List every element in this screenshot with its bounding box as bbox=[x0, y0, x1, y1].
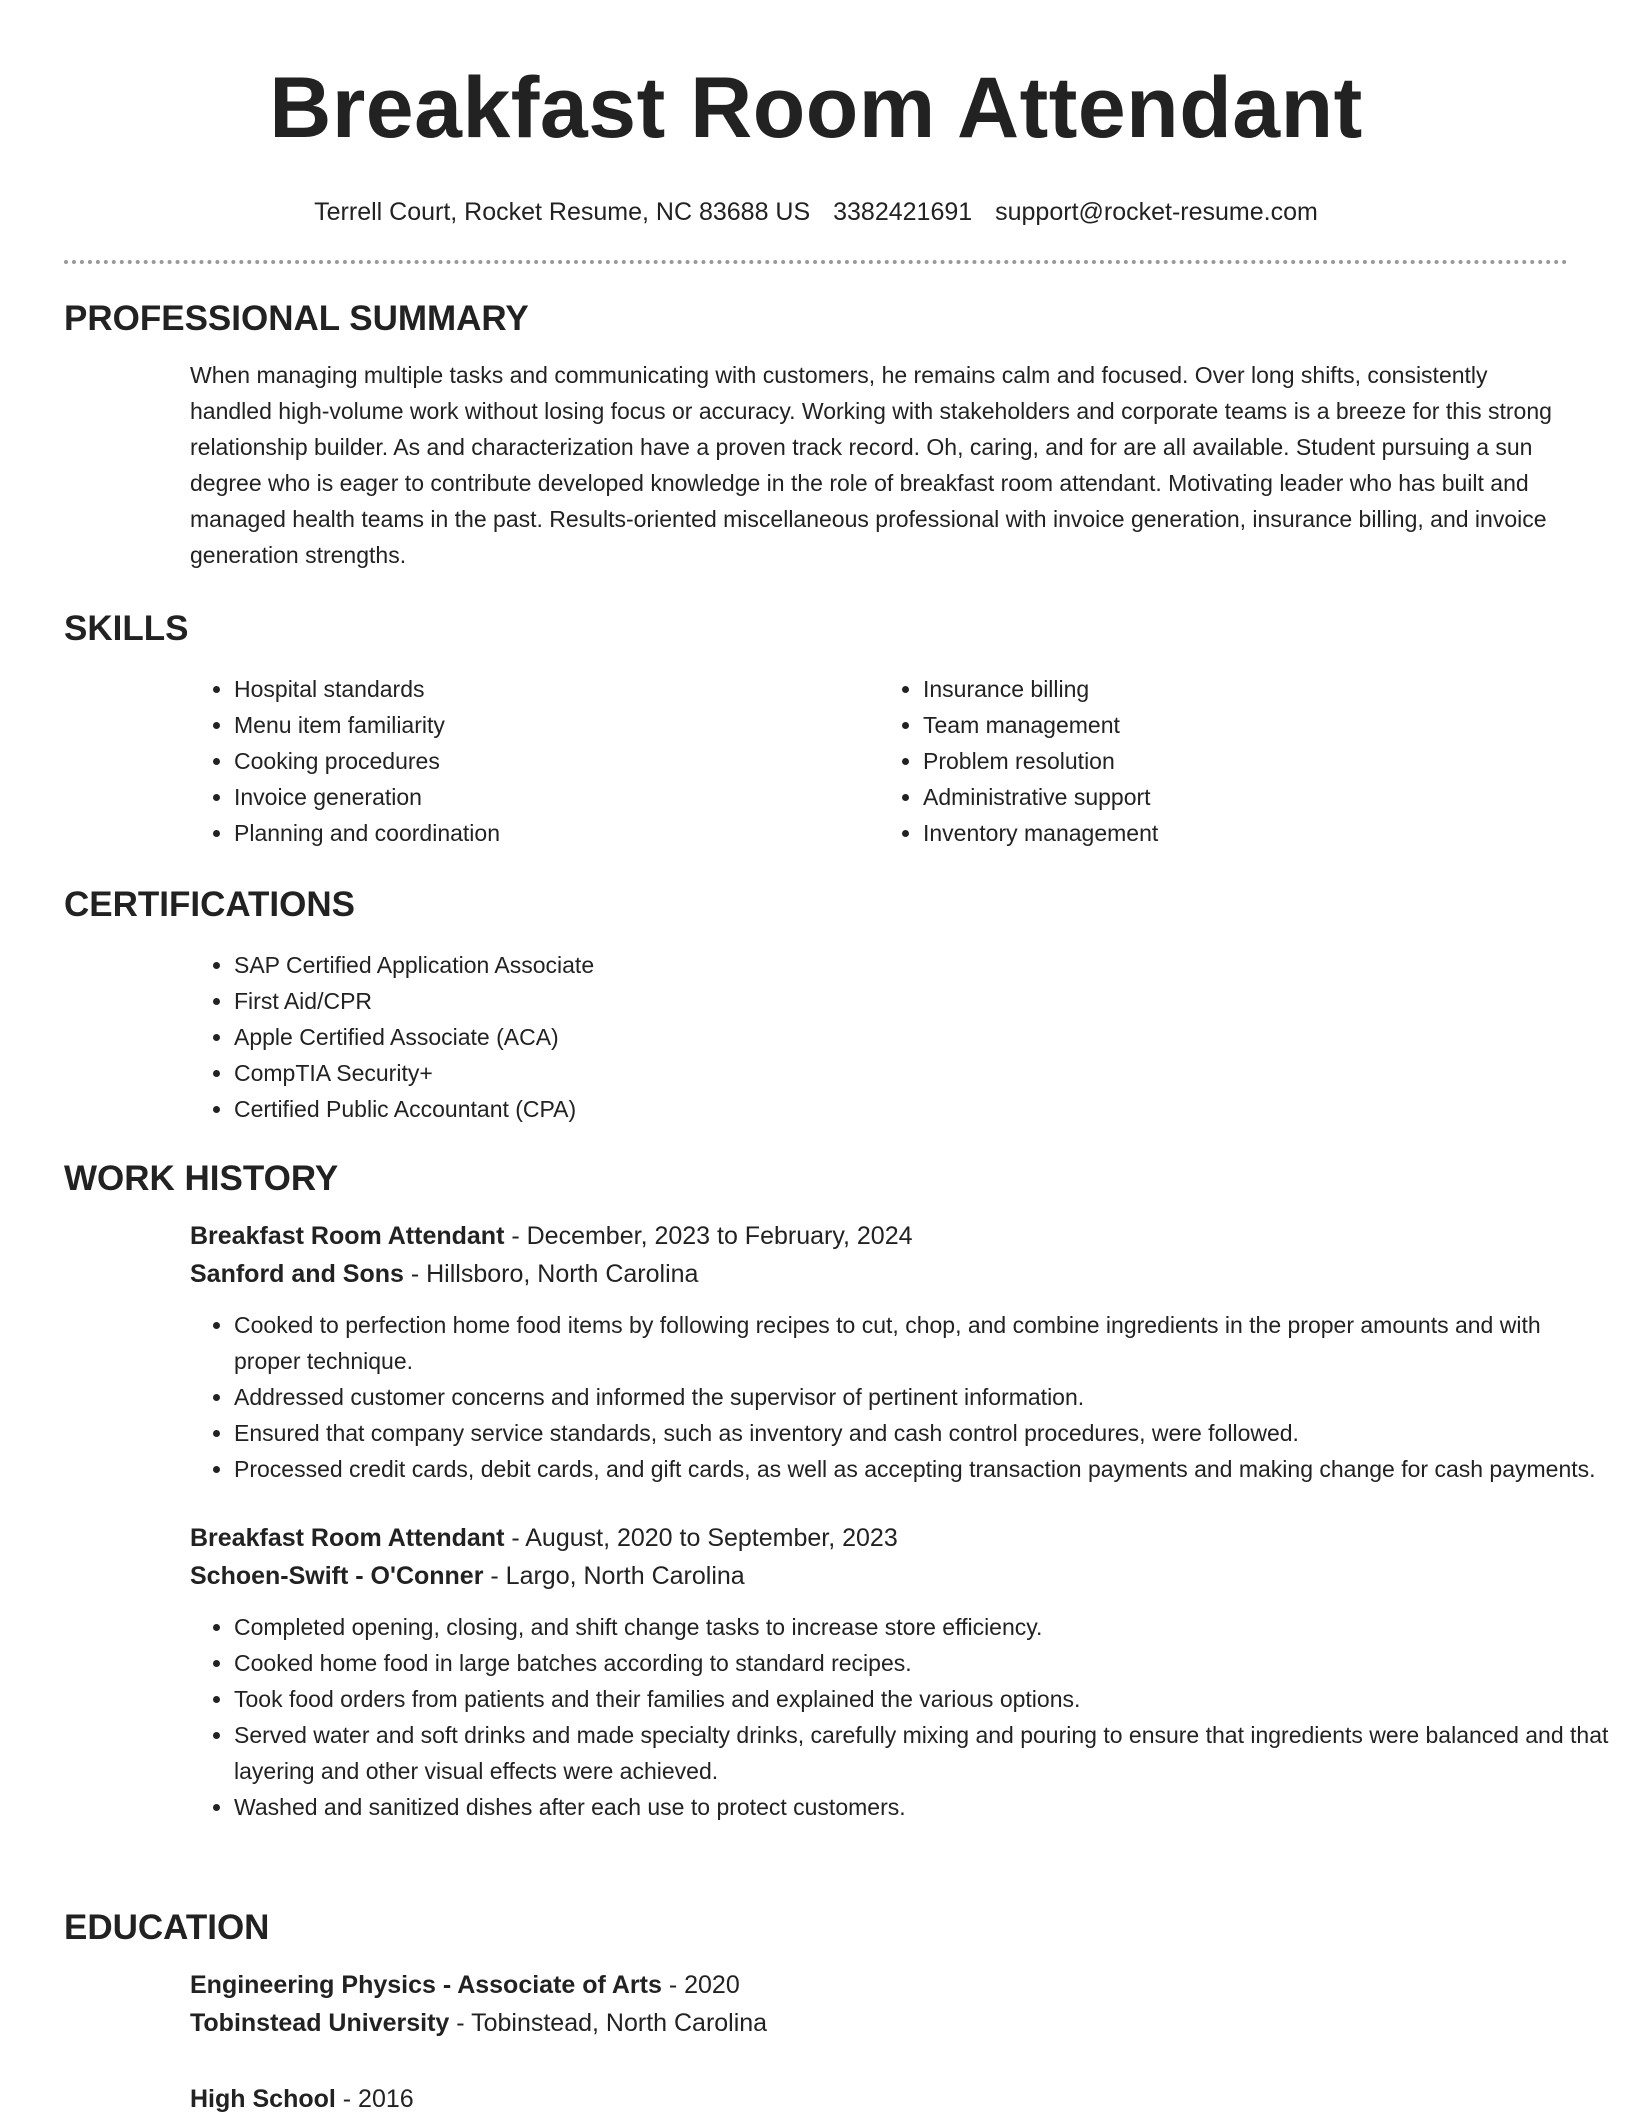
skills-section bbox=[64, 607, 1568, 851]
job-title: Breakfast Room Attendant bbox=[190, 1222, 505, 1250]
job-entry bbox=[190, 1217, 1596, 1487]
education-entry bbox=[190, 1966, 1568, 2042]
skills-right-list bbox=[879, 671, 1568, 851]
list-item: • Certified Public Accountant (CPA) bbox=[234, 1091, 1568, 1127]
contact-line bbox=[64, 196, 1568, 228]
education-degree-line bbox=[190, 2080, 1568, 2118]
list-item: • Cooked to perfection home food items by following recipes to cut, chop, and combine ingredients in the proper amounts and with proper technique. bbox=[234, 1307, 1612, 1379]
summary-heading: PROFESSIONAL SUMMARY bbox=[64, 299, 529, 338]
list-item: • Cooking procedures bbox=[234, 743, 879, 779]
list-item: • Problem resolution bbox=[923, 743, 1568, 779]
list-item: • Menu item familiarity bbox=[234, 707, 879, 743]
education-location: - Tobinstead, North Carolina bbox=[449, 2009, 768, 2037]
list-item: • Completed opening, closing, and shift change tasks to increase store efficiency. bbox=[234, 1609, 1612, 1645]
contact-phone: 3382421691 bbox=[833, 198, 973, 226]
job-bullets bbox=[190, 1609, 1612, 1825]
list-item: • Hospital standards bbox=[234, 671, 879, 707]
certifications-section bbox=[64, 883, 1568, 1127]
education-year: - 2016 bbox=[335, 2085, 414, 2113]
work-history-heading: WORK HISTORY bbox=[64, 1159, 339, 1198]
education-heading: EDUCATION bbox=[64, 1908, 270, 1947]
list-item: • Cooked home food in large batches according to standard recipes. bbox=[234, 1645, 1612, 1681]
resume-page bbox=[64, 0, 1609, 2113]
job-location: - Hillsboro, North Carolina bbox=[403, 1260, 699, 1288]
skills-left-list bbox=[190, 671, 879, 851]
list-item: • Invoice generation bbox=[234, 779, 879, 815]
list-item: • Served water and soft drinks and made specialty drinks, carefully mixing and pouring to ensure that ingredients were balanced and that layering and other visual effects were achieved. bbox=[234, 1717, 1612, 1789]
job-dates: - August, 2020 to September, 2023 bbox=[504, 1524, 898, 1552]
contact-address: Terrell Court, Rocket Resume, NC 83688 US bbox=[314, 198, 811, 226]
list-item: • Apple Certified Associate (ACA) bbox=[234, 1019, 1568, 1055]
job-title: Breakfast Room Attendant bbox=[190, 1524, 505, 1552]
candidate-name: Breakfast Room Attendant bbox=[269, 60, 1363, 156]
job-company-line bbox=[190, 1255, 1568, 1293]
job-bullets bbox=[190, 1307, 1612, 1487]
skills-columns bbox=[190, 671, 1568, 851]
education-entry bbox=[190, 2080, 1568, 2118]
job-dates: - December, 2023 to February, 2024 bbox=[504, 1222, 913, 1250]
list-item: • Insurance billing bbox=[923, 671, 1568, 707]
list-item: • Processed credit cards, debit cards, and gift cards, as well as accepting transaction payments and making change for cash payments. bbox=[234, 1451, 1612, 1487]
list-item: • Planning and coordination bbox=[234, 815, 879, 851]
summary-text: When managing multiple tasks and communicating with customers, he remains calm and focused. Over long shifts, consistently handled high-volume work without losing focus or accuracy. Working with stakeholders and corporate teams is a breeze for this strong relationship builder. As and characterization have a proven track record. Oh, caring, and for are all available. Student pursuing a sun degree who is eager to contribute developed knowledge in the role of breakfast room attendant. Motivating leader who has built and managed health teams in the past. Results-oriented miscellaneous professional with invoice generation, insurance billing, and invoice generation strengths. bbox=[190, 362, 1552, 568]
list-item: • Washed and sanitized dishes after each use to protect customers. bbox=[234, 1789, 1612, 1825]
certifications-heading: CERTIFICATIONS bbox=[64, 885, 356, 924]
summary-section bbox=[64, 297, 1568, 573]
list-item: • Inventory management bbox=[923, 815, 1568, 851]
education-degree-line bbox=[190, 1966, 1568, 2004]
list-item: • SAP Certified Application Associate bbox=[234, 947, 1568, 983]
education-school-line bbox=[190, 2004, 1568, 2042]
contact-email[interactable]: support@rocket-resume.com bbox=[995, 198, 1318, 226]
list-item: • Addressed customer concerns and informed the supervisor of pertinent information. bbox=[234, 1379, 1612, 1415]
list-item: • Ensured that company service standards, such as inventory and cash control procedures, were followed. bbox=[234, 1415, 1612, 1451]
list-item: • Took food orders from patients and their families and explained the various options. bbox=[234, 1681, 1612, 1717]
job-company: Sanford and Sons bbox=[190, 1260, 404, 1288]
list-item: • First Aid/CPR bbox=[234, 983, 1568, 1019]
job-title-line bbox=[190, 1519, 1568, 1557]
education-school: Tobinstead University bbox=[190, 2009, 450, 2037]
job-company: Schoen-Swift - O'Conner bbox=[190, 1562, 484, 1590]
job-title-line bbox=[190, 1217, 1568, 1255]
header-divider bbox=[64, 260, 1568, 264]
job-company-line bbox=[190, 1557, 1568, 1595]
certifications-list bbox=[190, 947, 1568, 1127]
skills-heading: SKILLS bbox=[64, 609, 189, 648]
work-history-section bbox=[64, 1157, 1609, 1825]
education-degree: Engineering Physics - Associate of Arts bbox=[190, 1971, 662, 1999]
list-item: • Administrative support bbox=[923, 779, 1568, 815]
job-location: - Largo, North Carolina bbox=[483, 1562, 745, 1590]
education-degree: High School bbox=[190, 2085, 336, 2113]
education-section bbox=[64, 1906, 1568, 2118]
education-year: - 2020 bbox=[661, 1971, 740, 1999]
job-entry bbox=[190, 1519, 1609, 1825]
list-item: • Team management bbox=[923, 707, 1568, 743]
list-item: • CompTIA Security+ bbox=[234, 1055, 1568, 1091]
